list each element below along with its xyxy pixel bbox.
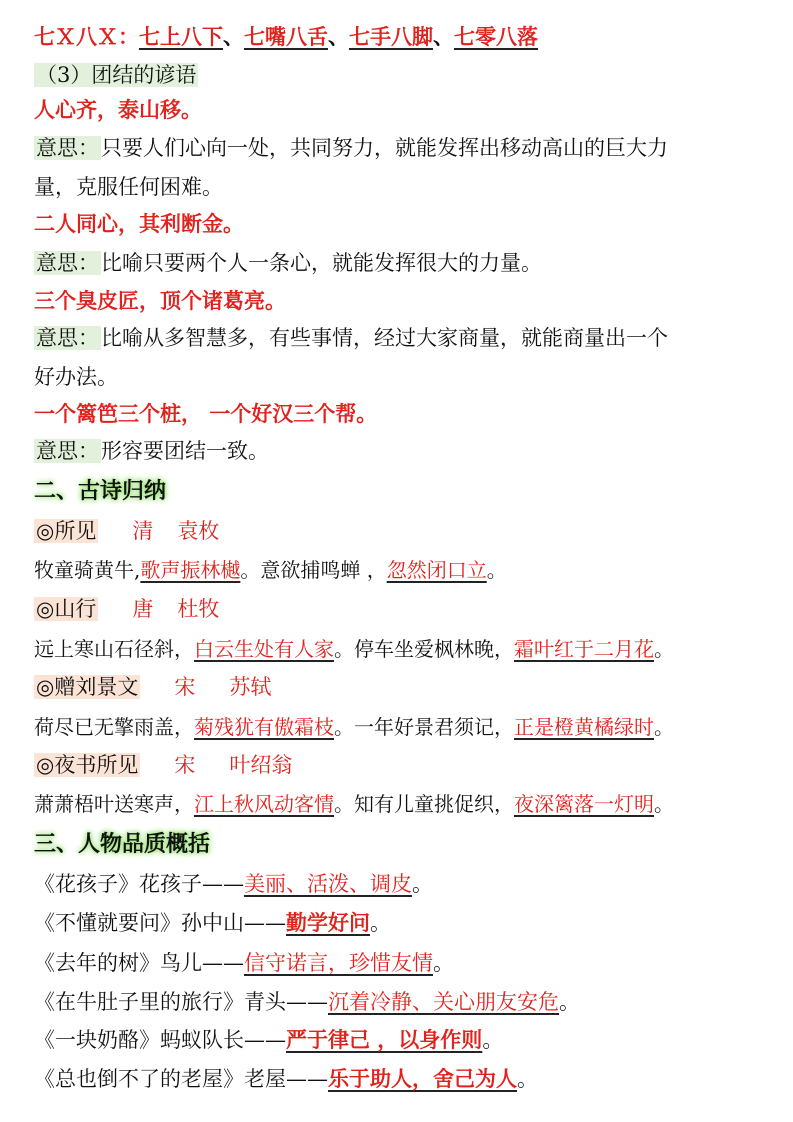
idiom-1: 七上八下 <box>139 24 223 49</box>
character-3: 《去年的树》鸟儿——信守诺言，珍惜友情。 <box>34 951 454 975</box>
poem-4-text: 萧萧梧叶送寒声，江上秋风动客情。知有儿童挑促织，夜深篱落一灯明。 <box>34 792 674 816</box>
poem-1-text: 牧童骑黄牛,歌声振林樾。意欲捕鸣蝉 ，忽然闭口立。 <box>34 558 507 582</box>
character-4: 《在牛肚子里的旅行》青头——沉着冷静、关心朋友安危。 <box>34 990 580 1014</box>
proverb-1-meaning-cont: 量，克服任何困难。 <box>34 175 223 199</box>
poem-3-text: 荷尽已无擎雨盖，菊残犹有傲霜枝。一年好景君须记，正是橙黄橘绿时。 <box>34 715 674 739</box>
idiom-line: 七Ｘ八Ｘ：七上八下、七嘴八舌、七手八脚、七零八落 <box>34 24 538 49</box>
character-5: 《一块奶酪》蚂蚁队长——严于律己 ，以身作则。 <box>34 1027 504 1052</box>
proverb-3-meaning-cont: 好办法。 <box>34 365 118 389</box>
proverb-3-meaning: 意思：比喻从多智慧多，有些事情，经过大家商量，就能商量出一个 <box>36 326 668 350</box>
poem-4-title: ◎夜书所见 宋 叶绍翁 <box>36 753 293 777</box>
poem-2-text: 远上寒山石径斜，白云生处有人家。停车坐爱枫林晚，霜叶红于二月花。 <box>34 637 674 661</box>
character-1: 《花孩子》花孩子——美丽、活泼、调皮。 <box>34 872 433 896</box>
poem-1-title: ◎所见 清 袁枚 <box>36 519 220 543</box>
proverb-1-meaning: 意思：只要人们心向一处，共同努力，就能发挥出移动高山的巨大力 <box>36 136 668 160</box>
proverb-3: 三个臭皮匠，顶个诸葛亮。 <box>34 288 286 313</box>
character-2: 《不懂就要问》孙中山——勤学好问。 <box>34 910 391 935</box>
poem-2-title: ◎山行 唐 杜牧 <box>36 597 220 621</box>
proverb-4-meaning: 意思：形容要团结一致。 <box>36 439 269 463</box>
idiom-prefix: 七Ｘ八Ｘ： <box>34 24 139 49</box>
section-heading-characters: 三、人物品质概括 <box>34 831 211 857</box>
idiom-4: 七零八落 <box>454 24 538 49</box>
proverb-2-meaning: 意思：比喻只要两个人一条心，就能发挥很大的力量。 <box>36 251 542 275</box>
proverb-1: 人心齐，泰山移。 <box>34 97 202 122</box>
proverb-4: 一个篱笆三个桩， 一个好汉三个帮。 <box>34 401 378 426</box>
idiom-2: 七嘴八舌 <box>244 24 328 49</box>
idiom-3: 七手八脚 <box>349 24 433 49</box>
section-heading-poems: 二、古诗归纳 <box>34 478 167 504</box>
character-6: 《总也倒不了的老屋》老屋——乐于助人，舍己为人。 <box>34 1066 538 1091</box>
subheading-proverbs: （3）团结的谚语 <box>36 63 197 87</box>
proverb-2: 二人同心，其利断金。 <box>34 211 244 236</box>
poem-3-title: ◎赠刘景文 宋 苏轼 <box>36 675 272 699</box>
